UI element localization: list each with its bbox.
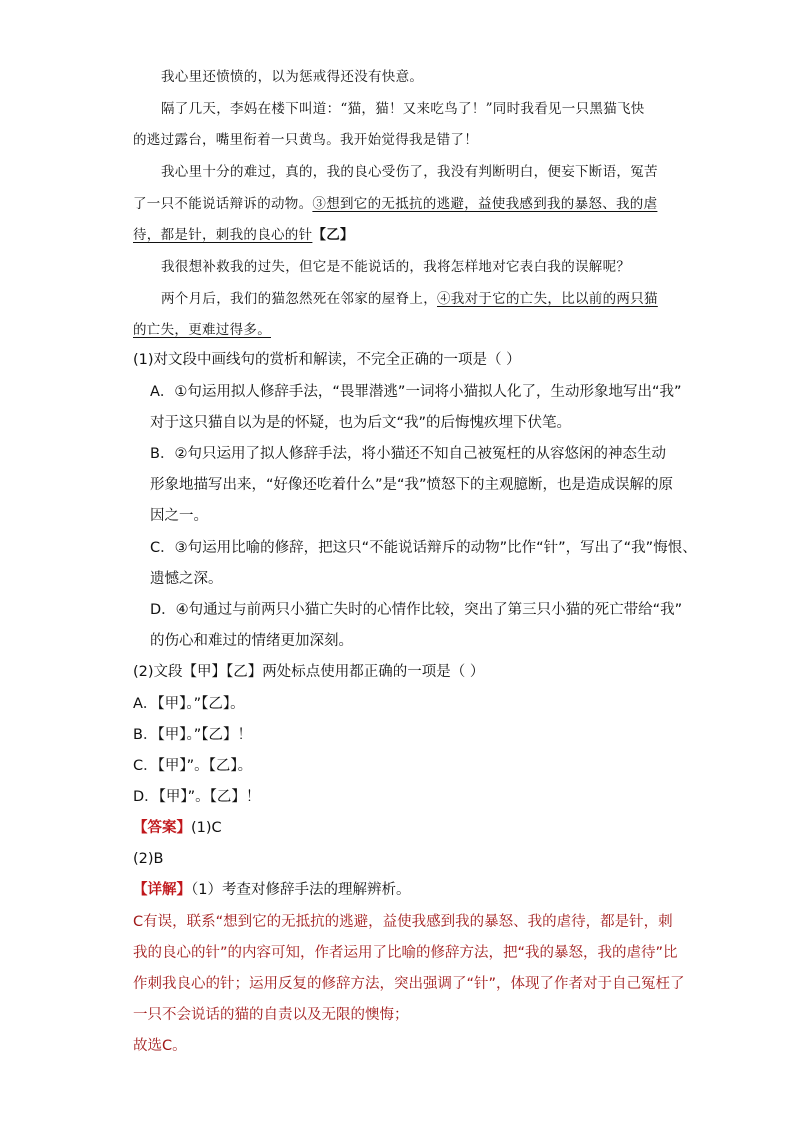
detail-line [133, 880, 410, 900]
answer-line [133, 818, 222, 838]
passage-p3-line2 [133, 194, 657, 214]
question2-option-c: C．【甲】”。【乙】。 [133, 758, 253, 774]
question1-option-d-line2: 的伤心和难过的情绪更加深刻。 [150, 633, 353, 649]
passage-p3-line1: 我心里十分的难过，真的，我的良心受伤了，我没有判断明白，便妄下断语，冤苦 [161, 164, 658, 180]
question1-option-c-line1: C．③句运用比喻的修辞，把这只“不能说话辩斥的动物”比作“针”，写出了“我”悔恨、 [150, 540, 697, 556]
passage-p5-line1 [161, 289, 658, 309]
detail-conclusion: 故选C。 [133, 1038, 187, 1054]
question1-option-d-line1: D．④句通过与前两只小猫亡失时的心情作比较，突出了第三只小猫的死亡带给“我” [150, 602, 683, 618]
question1-option-a-line1: A．①句运用拟人修辞手法，“畏罪潜逃”一词将小猫拟人化了，生动形象地写出“我” [150, 384, 682, 400]
passage-p5-line2 [133, 320, 271, 340]
question2-option-d: D．【甲】”。【乙】！ [133, 789, 261, 805]
underlined-sentence-4: ④我对于它的亡失，比以前的两只猫 [437, 291, 658, 307]
answer-1: (1)C [191, 820, 222, 836]
underlined-sentence-3-cont: 待，都是针，刺我的良心的针 [133, 227, 313, 243]
detail-text-line4: 一只不会说话的猫的自责以及无限的懊悔； [133, 1007, 409, 1023]
underlined-sentence-3: ③想到它的无抵抗的逃避，益使我感到我的暴怒、我的虐 [312, 196, 658, 212]
question1-option-a-line2: 对于这只猫自以为是的怀疑，也为后文“我”的后悔愧疚埋下伏笔。 [150, 415, 572, 431]
question2-stem: (2)文段【甲】【乙】两处标点使用都正确的一项是（ ） [133, 664, 485, 680]
question1-option-b-line1: B．②句只运用了拟人修辞手法，将小猫还不知自己被冤枉的从容悠闲的神态生动 [150, 446, 666, 462]
question2-option-b: B．【甲】。”【乙】！ [133, 727, 252, 743]
question2-option-a: A．【甲】。”【乙】。 [133, 696, 245, 712]
question1-option-c-line2: 遗憾之深。 [150, 571, 223, 587]
detail-text-line1: C有误，联系“想到它的无抵抗的逃避，益使我感到我的暴怒、我的虐待，都是针，刺 [133, 914, 673, 930]
question1-option-b-line3: 因之一。 [150, 508, 208, 524]
question1-option-b-line2: 形象地描写出来，“好像还吃着什么”是“我”愤怒下的主观臆断，也是造成误解的原 [150, 477, 674, 493]
passage-p2-line1: 隔了几天，李妈在楼下叫道：“猫，猫！又来吃鸟了！”同时我看见一只黑猫飞快 [161, 101, 645, 117]
answer-label: 【答案】 [133, 820, 191, 836]
answer-2: (2)B [133, 851, 164, 867]
detail-text-line3: 作刺我良心的针；运用反复的修辞方法，突出强调了“针”，体现了作者对于自己冤枉了 [133, 976, 685, 992]
detail-label: 【详解】 [133, 882, 191, 898]
passage-p3-text: 了一只不能说话辩诉的动物。 [133, 196, 313, 212]
passage-p5-text: 两个月后，我们的猫忽然死在邻家的屋脊上， [161, 291, 437, 307]
passage-p2-line2: 的逃过露台，嘴里衔着一只黄鸟。我开始觉得我是错了！ [133, 132, 478, 148]
detail-text-line2: 我的良心的针”的内容可知，作者运用了比喻的修辞方法，把“我的暴怒，我的虐待”比 [133, 945, 678, 961]
question1-stem: (1)对文段中画线句的赏析和解读，不完全正确的一项是（ ） [133, 352, 521, 368]
underlined-sentence-4-cont: 的亡失，更难过得多。 [133, 322, 271, 338]
blank-yi-marker: 【乙】 [312, 227, 354, 243]
passage-p1: 我心里还愤愤的，以为惩戒得还没有快意。 [161, 69, 424, 85]
passage-p3-line3 [133, 225, 354, 245]
detail-intro: （1）考查对修辞手法的理解辨析。 [191, 882, 411, 898]
passage-p4: 我很想补救我的过失，但它是不能说话的，我将怎样地对它表白我的误解呢？ [161, 259, 631, 275]
